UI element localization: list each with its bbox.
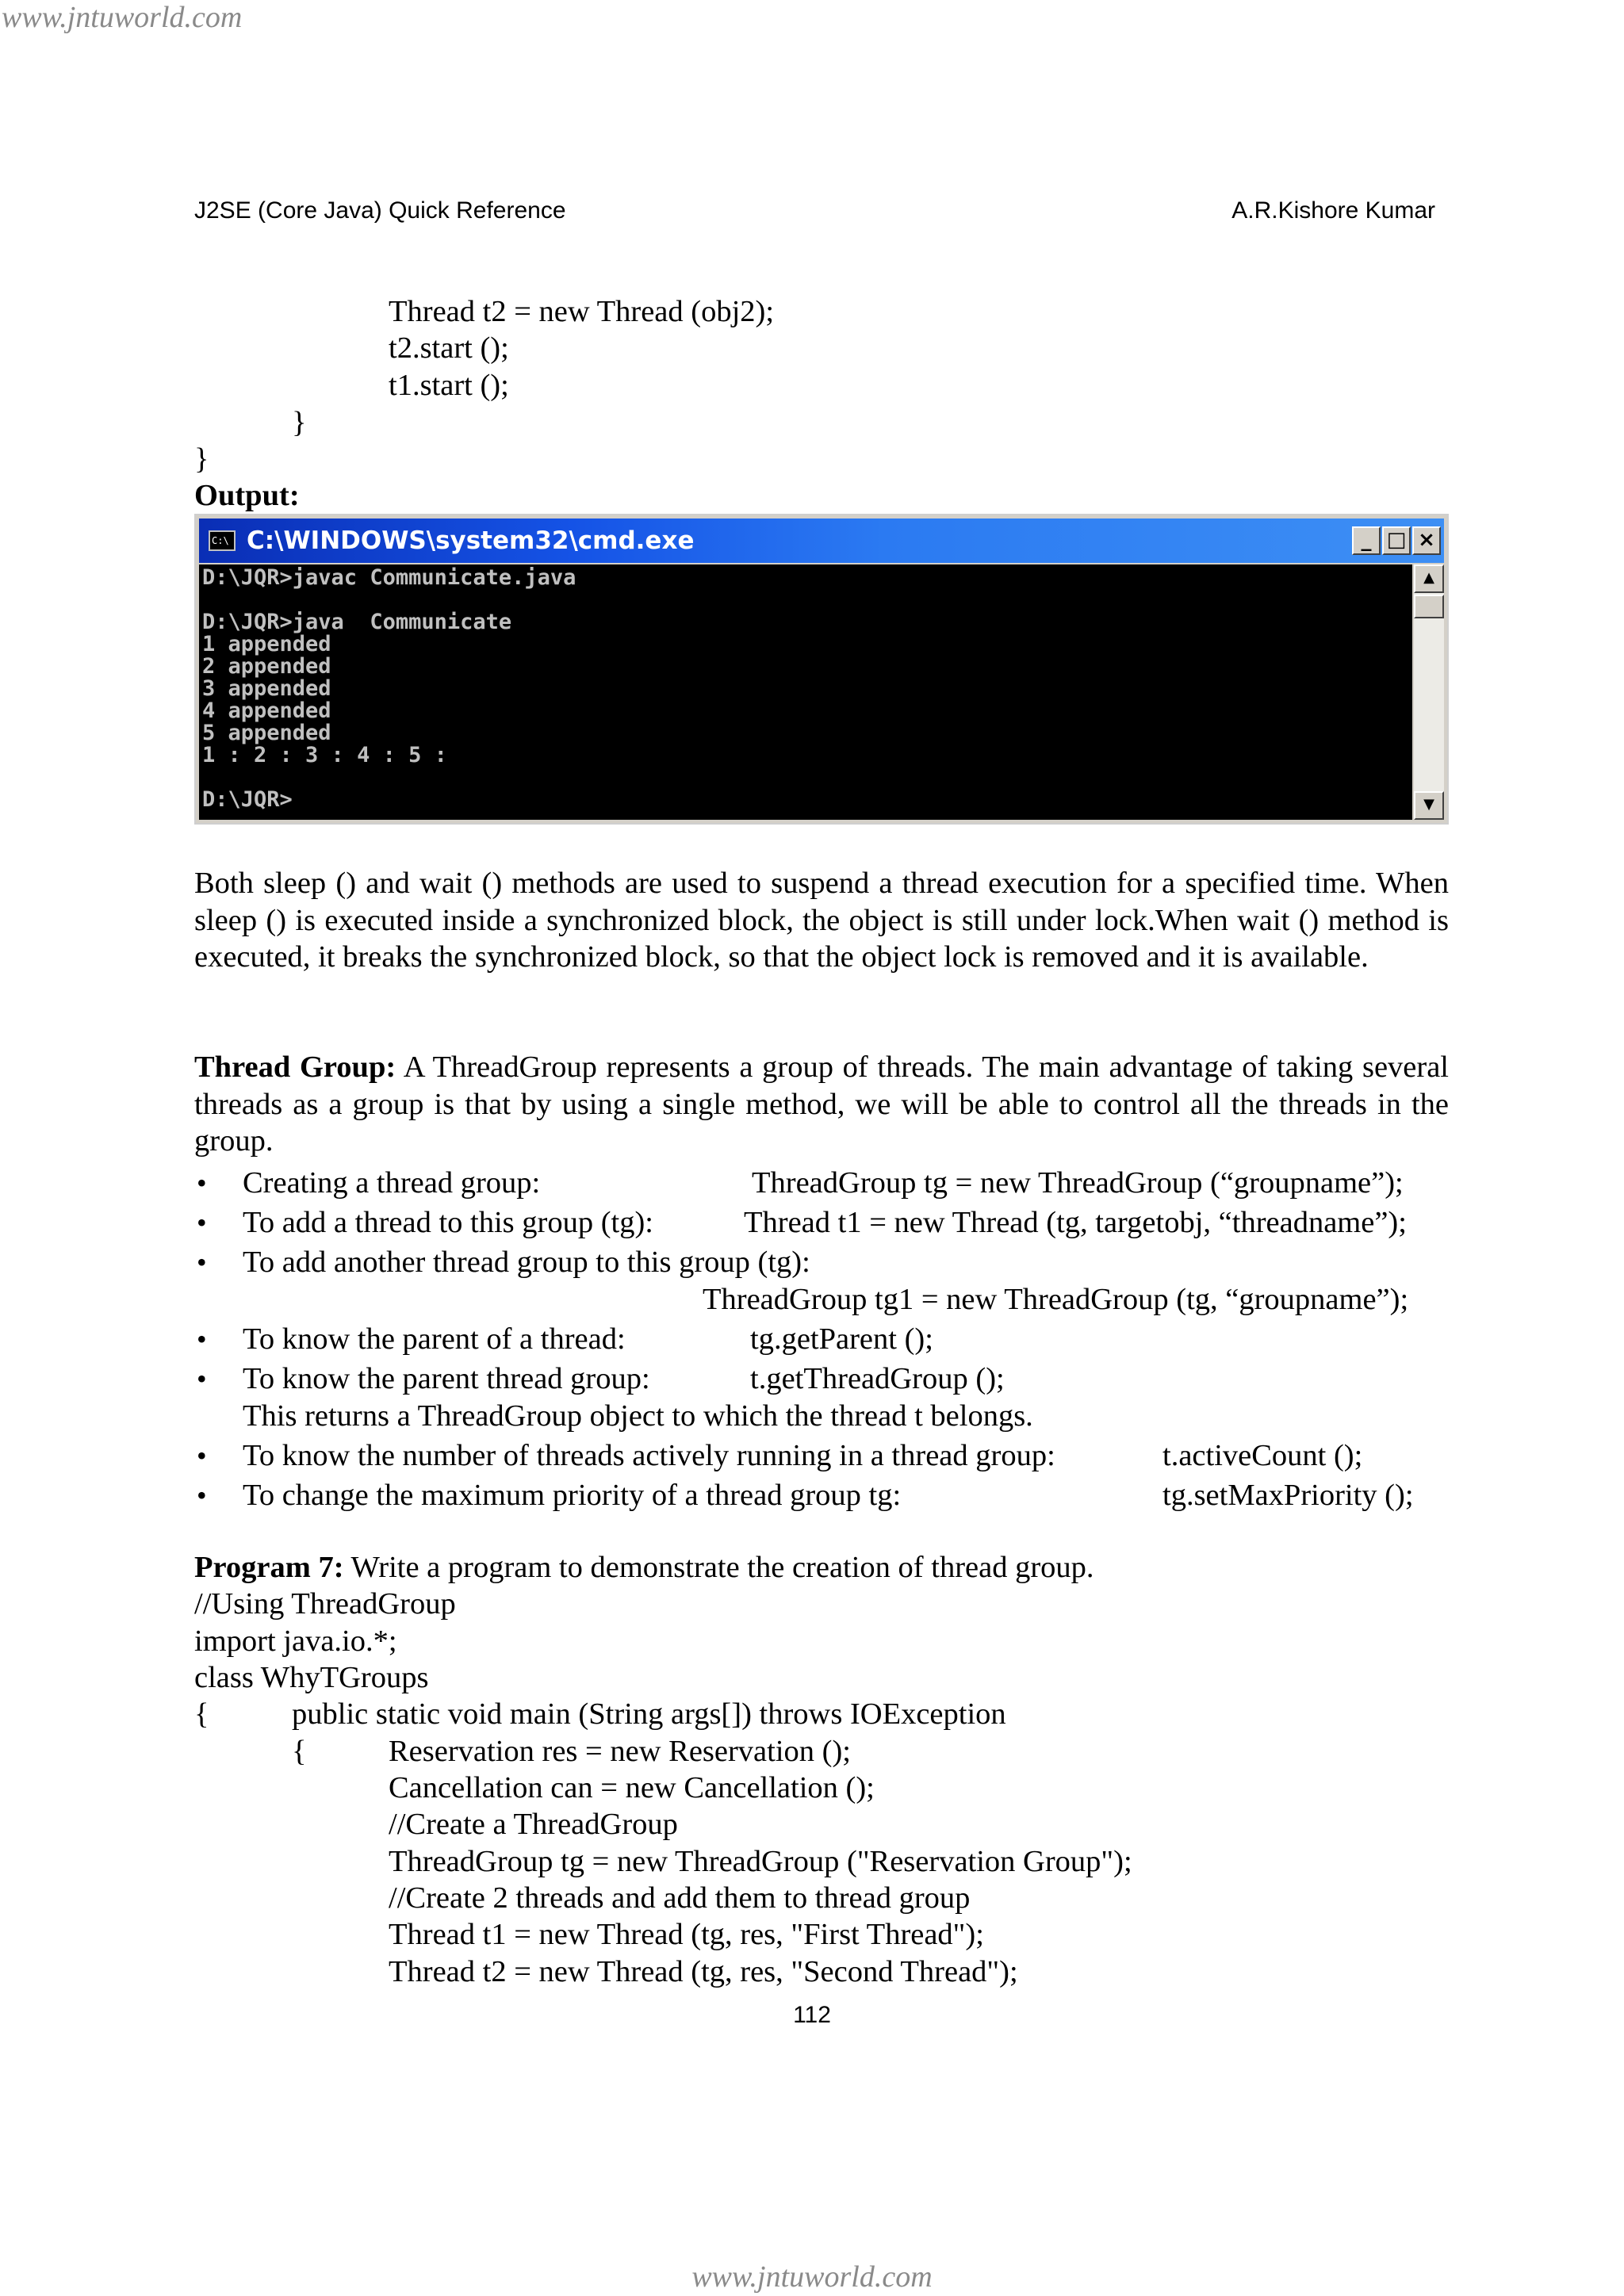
running-header-author: A.R.Kishore Kumar: [1231, 197, 1435, 224]
console-line: 5 appended: [202, 721, 331, 745]
bullet-code: t.getThreadGroup ();: [750, 1362, 1005, 1395]
console-line: 2 appended: [202, 654, 331, 679]
console-line: 1 appended: [202, 632, 331, 656]
code-line: {: [292, 1735, 307, 1768]
bullet-code: tg.getParent ();: [750, 1322, 933, 1356]
cmd-window: [194, 514, 1449, 825]
minimize-button[interactable]: _: [1352, 526, 1381, 555]
code-line: }: [194, 442, 209, 476]
watermark-top[interactable]: www.jntuworld.com: [2, 1, 243, 34]
cmd-title-bar[interactable]: [199, 519, 1444, 563]
thread-group-intro: A ThreadGroup represents a group of threads. The main advantage of taking several threads as a group is that by using a single method, we will be able to control all the threads in the group.: [194, 1050, 1450, 1158]
paragraph-sleep-wait: Both sleep () and wait () methods are used to suspend a thread execution for a specified time. When sleep () is executed inside a synchronized block, the object is still under lock.When wait () method is executed, it breaks the synchronized block, so that the object lock is removed and it is available.: [194, 867, 1449, 974]
cmd-prompt-icon: C:\: [209, 530, 236, 551]
program-number: Program 7:: [194, 1551, 344, 1584]
code-line: class WhyTGroups: [194, 1661, 429, 1694]
console-line: 3 appended: [202, 676, 331, 701]
cmd-console[interactable]: [199, 564, 1412, 820]
code-line: {: [194, 1697, 209, 1731]
code-line: //Create a ThreadGroup: [389, 1808, 678, 1841]
code-line: //Using ThreadGroup: [194, 1587, 456, 1621]
bullet-icon: •: [197, 1440, 207, 1471]
code-line: Cancellation can = new Cancellation ();: [389, 1771, 875, 1804]
cmd-window-title: C:\WINDOWS\system32\cmd.exe: [247, 526, 695, 555]
scroll-down-icon[interactable]: ▼: [1414, 791, 1444, 820]
bullet-icon: •: [197, 1323, 207, 1355]
bullet-icon: •: [197, 1363, 207, 1395]
bullet-label: To know the parent thread group:: [243, 1362, 650, 1395]
paragraph-thread-group: [194, 1049, 1449, 1160]
console-line: 1 : 2 : 3 : 4 : 5 :: [202, 743, 447, 767]
bullet-code: Thread t1 = new Thread (tg, targetobj, “threadname”);: [744, 1206, 1407, 1239]
program-description: Write a program to demonstrate the creation of thread group.: [343, 1551, 1094, 1584]
code-line: Reservation res = new Reservation ();: [389, 1735, 851, 1768]
scrollbar-thumb[interactable]: [1414, 595, 1444, 618]
code-line: import java.io.*;: [194, 1624, 397, 1658]
scroll-up-icon[interactable]: ▲: [1414, 564, 1444, 593]
code-line: //Create 2 threads and add them to thread group: [389, 1881, 971, 1915]
code-line: }: [292, 406, 307, 439]
bullet-note: This returns a ThreadGroup object to which the thread t belongs.: [243, 1399, 1033, 1433]
thread-group-heading: Thread Group:: [194, 1050, 396, 1084]
bullet-code: ThreadGroup tg = new ThreadGroup (“groupname”);: [752, 1166, 1404, 1200]
code-line: t1.start ();: [389, 369, 509, 402]
bullet-label: To add another thread group to this group (tg):: [243, 1246, 810, 1279]
bullet-label: Creating a thread group:: [243, 1166, 541, 1200]
maximize-button[interactable]: □: [1382, 526, 1411, 555]
bullet-code: ThreadGroup tg1 = new ThreadGroup (tg, “groupname”);: [703, 1283, 1409, 1316]
bullet-code: tg.setMaxPriority ();: [1162, 1479, 1414, 1512]
watermark-bottom[interactable]: www.jntuworld.com: [691, 2260, 933, 2294]
running-header-title: J2SE (Core Java) Quick Reference: [194, 197, 566, 224]
code-line: Thread t2 = new Thread (tg, res, "Second Thread");: [389, 1955, 1018, 1988]
program-heading-line: [194, 1549, 1094, 1586]
code-line: t2.start ();: [389, 331, 509, 365]
bullet-label: To know the parent of a thread:: [243, 1322, 626, 1356]
bullet-icon: •: [197, 1167, 207, 1199]
bullet-label: To add a thread to this group (tg):: [243, 1206, 654, 1239]
code-line: Thread t1 = new Thread (tg, res, "First Thread");: [389, 1918, 984, 1951]
bullet-code: t.activeCount ();: [1162, 1439, 1363, 1472]
code-line: ThreadGroup tg = new ThreadGroup ("Reservation Group");: [389, 1845, 1132, 1878]
bullet-icon: •: [197, 1479, 207, 1511]
close-button[interactable]: ×: [1412, 526, 1441, 555]
bullet-icon: •: [197, 1207, 207, 1238]
console-line: D:\JQR>javac Communicate.java: [202, 565, 576, 590]
console-line: 4 appended: [202, 698, 331, 723]
code-line: public static void main (String args[]) throws IOException: [292, 1697, 1006, 1731]
console-line: D:\JQR>: [202, 787, 293, 812]
bullet-icon: •: [197, 1246, 207, 1278]
output-label: Output:: [194, 479, 300, 512]
console-line: D:\JQR>java Communicate: [202, 610, 512, 634]
bullet-label: To know the number of threads actively running in a thread group:: [243, 1439, 1055, 1472]
code-line: Thread t2 = new Thread (obj2);: [389, 295, 775, 328]
page-number: 112: [793, 2002, 831, 2028]
vertical-scrollbar[interactable]: [1414, 564, 1444, 820]
bullet-label: To change the maximum priority of a thread group tg:: [243, 1479, 902, 1512]
